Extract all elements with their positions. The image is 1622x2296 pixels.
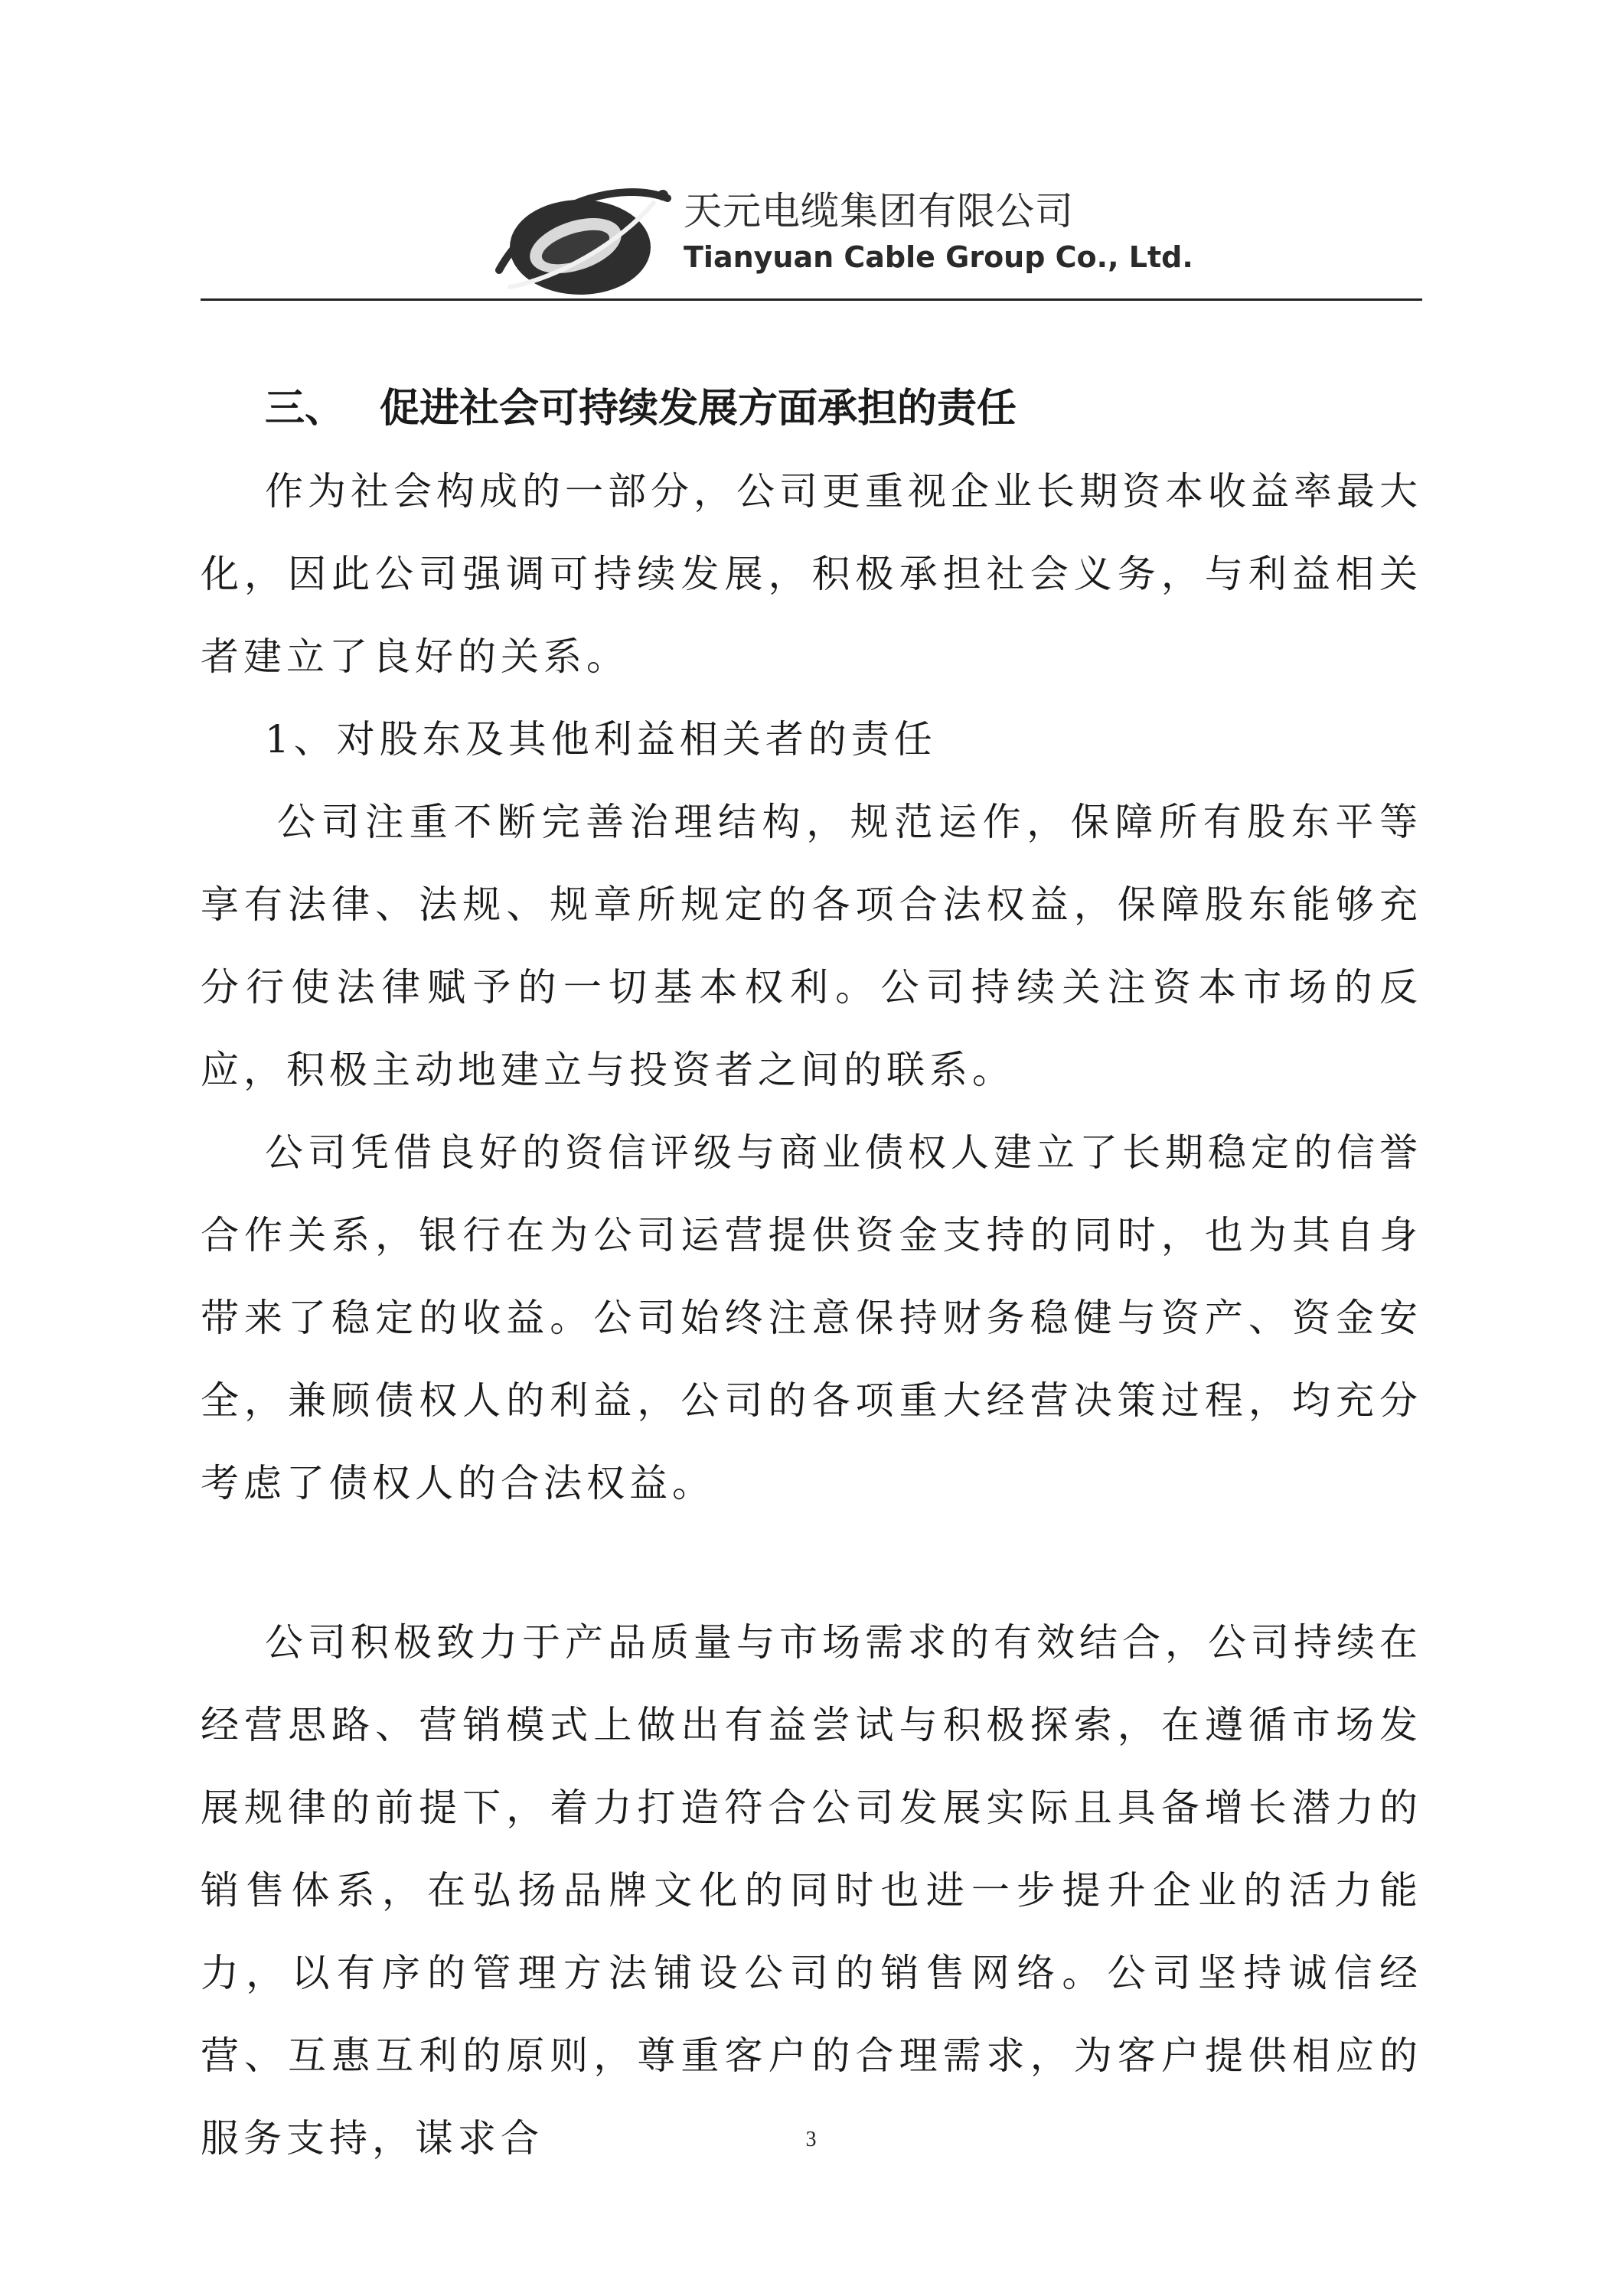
header-divider bbox=[201, 298, 1422, 301]
company-name-english: Tianyuan Cable Group Co., Ltd. bbox=[684, 240, 1193, 274]
section-title: 促进社会可持续发展方面承担的责任 bbox=[380, 386, 1017, 432]
section-heading bbox=[201, 367, 1422, 450]
letterhead bbox=[0, 0, 1622, 306]
company-logo-icon bbox=[490, 172, 674, 302]
subheading-shareholders: 1、对股东及其他利益相关者的责任 bbox=[265, 717, 937, 762]
section-number: 三、 bbox=[265, 386, 345, 432]
paragraph-creditors: 公司凭借良好的资信评级与商业债权人建立了长期稳定的信誉合作关系，银行在为公司运营提供资金支持的同时，也为其自身带来了稳定的收益。公司始终注意保持财务稳健与资产、资金安全，兼顾债权人的利益，公司的各项重大经营决策过程，均充分考虑了债权人的合法权益。 bbox=[201, 1130, 1422, 1505]
paragraph-intro: 作为社会构成的一部分，公司更重视企业长期资本收益率最大化，因此公司强调可持续发展，积极承担社会义务，与利益相关者建立了良好的关系。 bbox=[201, 469, 1422, 679]
paragraph-shareholders: 公司注重不断完善治理结构，规范运作，保障所有股东平等享有法律、法规、规章所规定的各项合法权益，保障股东能够充分行使法律赋予的一切基本权利。公司持续关注资本市场的反应，积极主动地建立与投资者之间的联系。 bbox=[201, 800, 1422, 1092]
company-name-chinese: 天元电缆集团有限公司 bbox=[684, 189, 1074, 233]
paragraph-spacer bbox=[201, 1525, 1422, 1601]
paragraph-customers: 公司积极致力于产品质量与市场需求的有效结合，公司持续在经营思路、营销模式上做出有益尝试与积极探索，在遵循市场发展规律的前提下，着力打造符合公司发展实际且具备增长潜力的销售体系，在弘扬品牌文化的同时也进一步提升企业的活力能力，以有序的管理方法铺设公司的销售网络。公司坚持诚信经营、互惠互利的原则，尊重客户的合理需求，为客户提供相应的服务支持，谋求合 bbox=[201, 1620, 1422, 2161]
document-body bbox=[201, 367, 1422, 2180]
page-number: 3 bbox=[805, 2128, 817, 2151]
